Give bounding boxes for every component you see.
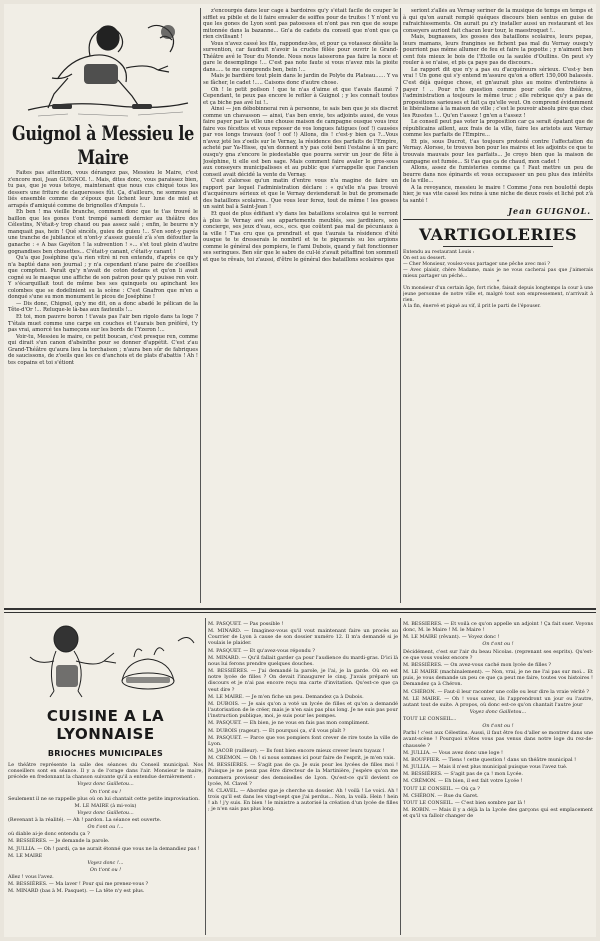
- column-2: [203, 8, 398, 603]
- paragraph: A la revoyance, messieu le maire ! Comme j'ons ren boulotté depis hier, je vas vite cassé les reins à une niche de deux rosés et liché pot z'à ta santé !: [403, 184, 593, 204]
- paragraph: Vous n'avez cassé les fils, rappondez-les, et pour ça votassez désiâte la survention, car faudrait n'avoir la cruche fêlée pour ouvrir le Grand-Théâtre avé le Tour du Monde. Nous nous laisserons pas faire la noce et gare le desemplinge !... C'est pas note faute si vous n'avez mis la pioite dans..... te me comprends ben, bein !...: [203, 40, 398, 73]
- paragraph: Allons, assez de fumisteries comme ça ! Faut mettre un peu de beurre dans nos épinards et vous occupasser un peu plus des intérêts de la ville...: [403, 165, 593, 185]
- dialogue-line: M. CLAVEL. — Abordez que je cherche un dossier. Ah ! voilà ! Le voici. Ah ! trois qu'il est dans les vingt-sept que j'ai perdus... Non, la voilà. Hein ! hein ! ah ! j'y suis. En bien ! le ministre a autorisé la création d'un lycée de filles ; je n'en sais pas plus long.: [208, 787, 398, 813]
- dialogue-line: M. CHÉRON. — Rue du Garet.: [403, 792, 479, 799]
- dialogue-line: M. JULLIA. — Vous avez donc une loge !: [403, 749, 503, 756]
- dialogue-line: M. MINARD. — Qu'il fallait garder ça pour l'audience du mardi-gras. D'ici là nous lui ferons prendre quelques douches.: [208, 654, 398, 667]
- song-line: On t'ont ou !: [89, 788, 122, 795]
- song-line: Voyez donc Gailletou...: [469, 708, 527, 715]
- dialogue-line: M. CRÉMON. — Eh bien, il est fait votre Lycée !: [403, 778, 523, 785]
- paragraph: Et toi, mon pauvre boron ! t'avais pas l'air ben rigolo dans ta loge ? T'étais muet comme une carpe en couches et t'aurais ben préféré, t'y pas vrai, amorcé tes hameçons sur les bords de l'Yzeron !...: [8, 314, 198, 334]
- paragraph: C'est z'alorsse qu'un matin d'entre vous n'a magine de faire un rapport par lequel l'administration déclare : « qu'elle n'a pas trouvé d'acquéreurs sérieux et que le Vernay devienderait le but de promenade des bataillons scolaires.. Que vous leur ferez, tout de même ! les gosses un saint bal à Saint-Jean !: [203, 178, 398, 211]
- anecdote-line: Un monsieur d'un certain âge, fort riche, faisait depuis longtemps la cour à une jeune personne de notre ville et, malgré tout son empressement, n'arrivait à rien.: [403, 285, 593, 303]
- divider: [403, 219, 593, 220]
- paragraph: — Dis donc, Chignol, qu'y me dit, on a donc abadé le pélican de la Tête-d'Or !... Reluque-le là-bas aux fauteuils !...: [8, 300, 198, 314]
- column-5: [208, 621, 398, 935]
- anecdote-line: On est au dessert.: [403, 256, 447, 262]
- divider: [443, 246, 553, 247]
- section-title: VARTIGOLERIES: [418, 225, 578, 245]
- paragraph: Faites pas attention, vous dérangez pas, Messieu le Maire, c'est z'encore moi, Jean GUIGNOL !.. Mais, dites donc, vous paraissez bien, tu pas, que je vous tetoye, maintenant que nous cus chiqué tous les dessers une friture de claqueresses fût. Ça, d'ailleurs, ne sommes pas liés ensemble comme de z'époux que lichent leur lune de miel et arrapés d'amiquié comme de brignolles d'Ampuis !..: [8, 170, 198, 209]
- speaker: TOUT LE CONSEIL...: [403, 716, 457, 723]
- anecdote-line: — Cher Monsieur, voulez-vous partager une pêche avec moi ?: [403, 262, 550, 268]
- section-divider: [4, 608, 596, 610]
- dialogue-line: M. JACOB (railleur). — Ils font bien encore mieux crever leurs tuyaux !: [208, 747, 385, 754]
- paragraph: Le conseil peut pas voter la proposition car ça serait épatant que de républicains aillent, aux frais de la ville, faire les aristots aux Vernay comme les parfaits de l'Empire...: [403, 119, 593, 139]
- song-line: Voyez donc !...: [87, 859, 124, 866]
- dialogue-line: où diable ai-je donc entendu ça ?: [8, 831, 90, 838]
- paragraph: Mais je bardière tout plein dans le jardin de Polyte du Plateau...... Y va se fâcher, le cadet !..... Caisons donc d'autre chose.: [203, 73, 398, 87]
- paragraph: Mais, bugnasses, les gosses des bataillons scolaires, leurs pepas, leurs mamans, leurs frangines se fichent pas mal du Vernay ousqu'y pourriont pas même allumer de feu et faire la popotte ; y n'aiment ben cent fois mieux le bois de l'Etoile ou la saulée d'Oullins. On peut s'y rouler à se n'aise, et pis ça paye pas de discours..: [403, 34, 593, 67]
- dialogue-line: M. JULLIA. — Mais il n'est plus municipal puisque vous l'avez tué.: [403, 764, 568, 771]
- paragraph: Eh ben ! ma vieille branche, comment donc que te t'as trouvé le baillon que les gones t'ont trempé samedi dernier au théâtre des Célestins, N'était-y trop chaud ou pas assez salé ; enfin, le beurre n'y manquait pas, hein ! Qué sincèls, guieu de guieu !... S'en sont-y payés une tranche de jubilance et n'ont-y z'assez gueulé z'à s'en défoutter la ganache : « A bas Gayéton ! la subvention ! »... s'et tout plein d'autre gognandises ben chouettes... C'était-y canant, c'était-y canant !: [8, 209, 198, 255]
- dialogue-line: M. BESSIÈRES. — Ma laver ! Pour qui me prenez-vous ?: [8, 881, 149, 888]
- dialogue-line: M. LE MAIRE (machinalement). — Non, vrai, je ne me l'ai pas sur moi... Et puis, je vous demande un peu ce que ça peut me faire, toutes vos histoires ! Demandez ça à Chéron.: [403, 669, 593, 688]
- dialogue-line: (Revenant à la réalité). — Ah ! pardon. La séance est ouverte.: [8, 817, 162, 824]
- dialogue-line: M. PASQUET. — Parce que vos pompiers font crever de rire toute la ville de Lyon.: [208, 734, 398, 747]
- dialogue-line: M. JULLIA. — Oh ! pardi, ça ne aurait étonné que vous ne la demandiez pas !: [8, 845, 200, 852]
- paragraph: seriont z'allés au Vernay seriner de la musique de temps en temps et à qui qu'on aurait remplé quéques discours bien sentus en guise de rafraichissements. On aurait pu z'y installer aussi un restaurant et les conseyers auriont fait chacun leur tour, le maestroquet !..: [403, 8, 593, 34]
- dialogue-line: Allez ! vous l'avez.: [8, 874, 54, 881]
- dialogue-line: M. BESSIÈRES. — S'agit pas de ça ! mon Lycée.: [403, 771, 523, 778]
- column-6: [403, 621, 593, 935]
- column-divider: [400, 8, 401, 603]
- paragraph: z'encourgés dans leur cage à bardoires qu'y s'était facile de couper le sifflet su pibile et de li faire envaler de soiffes pour de truites ! Y n'ont vu que les gones de Lyon sont pas patoesses et n'ont pas ren que de soupe mitonnée dans la bazanne... Gn'a de cadets du conseil que n'ont que ça rien civilisant !: [203, 8, 398, 41]
- dialogue-line: M. DUBOIS (rageur). — Et pourquoi ça, s'il vous plaît ?: [208, 727, 346, 734]
- column-1: [8, 8, 198, 603]
- song-line: On t'ont ou !: [89, 867, 122, 874]
- dialogue-line: M. BESSIÈRES. — S'agit pas de ça. Je suis pour les lycées de filles moi ! Puisque je ne peux pas être directeur de la Martinière, j'espère qu'on me nommera proviseur des demoiselles de Lyon. Qu'est-ce qu'il devient ce lycée, M. Clavel ?: [208, 762, 398, 787]
- anecdote-line: — Avec plaisir, chère Madame, mais je ne vous cacherai pas que j'aimerais mieux partager un péché...: [403, 268, 593, 280]
- anecdote-line: Entendu au restaurant Louis :: [403, 250, 475, 256]
- dialogue-line: M. CHÉRON. — Faut-il leur raconter une colle ou leur dire la vraie vérité ?: [403, 688, 589, 695]
- dialogue-line: TOUT LE CONSEIL. — C'est bien sombre par là !: [403, 799, 526, 806]
- article-title: Guignol à Messieu le Maire: [11, 121, 195, 169]
- dialogue-line: Décidément, c'est sur l'air du beau Nicolas. (reprenant ses esprits). Qu'est-ce que vous voulez encore ?: [403, 648, 593, 661]
- dialogue-line: M. ROBIN. — Mais il y a déjà la la Lycée des garçons qui est emplacement et qu'il va falloir changer de: [403, 807, 593, 820]
- dialogue-line: M. BESSIÈRES. — J'ai demandé la parole, je l'ai, je la garde. Où en est notre lycée de filles ? On devait l'inaugurer le cinq. J'avais préparé un discours et je n'ai pas encore reçu ma carte d'invitation. Qu'est-ce que ça veut dire ?: [208, 668, 398, 693]
- dialogue-line: M. PASQUET. — Et qu'avez-vous répondu ?: [208, 647, 315, 654]
- stage-direction: Seulement il ne se rappelle plus où on lui chantait cette petite improvisation.: [8, 795, 200, 802]
- paragraph: Qu'a que Joséphine qu'a rien vitré ni ren entendu, d'après ce qu'y n'a baptié dans son journal ; y n'a cependant n'ane paire de z'oeillies que comptent. Paraît qu'y n'avait de coton dedans et qu'on li avait cogné su le masque une affiche de son patron pour qu'y puisse ren voir. Y s'écarquillait tout de même bes ses quinquets ou apinchant les colombes que se dodelinient su la scène : C'est Gnafron que m'en a donqué s'une su mon monument le picou de Joséphine !: [8, 255, 198, 301]
- dialogue-line: M. LE MAIRE (rêvant). — Voyez donc !: [403, 634, 500, 641]
- article-title: CUISINE A LA LYONNAISE: [46, 707, 165, 743]
- dialogue-line: M. LE MAIRE. — Oh ! vous savez, ils l'apprendront un jour ou l'autre, autant tout de suite. A propos, où donc est-ce qu'on chantait l'autre jour: [403, 695, 593, 708]
- dialogue-line: M. DUBOIS. — Je sais qu'on a voté un lycée de filles et qu'on a demandé l'autorisation de le créer, mais je n'en sais pas plus long. Je ne suis pas pour l'instruction publique, moi, je suis pour les pompes.: [208, 700, 398, 720]
- dialogue-line: M. LE MAIRE. — Je m'en fiche un peu. Demandez ça à Dubois.: [208, 693, 364, 700]
- cooking-illustration: [8, 621, 203, 699]
- anecdote-separator: *: [496, 279, 500, 285]
- dialogue-line: M. MINARD. — Imaginez-vous qu'il vout maintenant faire un procès au Courrier de Lyon à cause de son dossier numéro 12. Il m'a demandé si je voulais le plaider.: [208, 628, 398, 647]
- paragraph: Et pis, sous Ducrot, t'as toujours protesté contre l'affectation du Vernay. Alorsse, te trouves bon pour les maires et les adjoints ce que te trouvais mauvais pour les parfaits... Je croyo bien que la maison de campagne est fumée... Si t'as que ça de chaud, mon cadet !: [403, 138, 593, 165]
- column-3: [403, 8, 593, 603]
- paragraph: Et quoi de plus édifiant s'y dans les bataillons scolaires qui le verront à plus le Vernay avé ses appartements meublés, ses jardiniers, son concierge, ses jeux d'eau, ecs., ecs. que coûtent pas mal de pécuniaux à la ville ! T'as cru que ça prendrait et que t'aurais ta résidence d'été ousque te te dresserais le nombril et te te piquerais su les arpions comme le général des pompiers, le f'ami Dubois, quand y fait fonctionner ses seringues. Ben sûr que le sabre de cul-lé z'avait pétaffiné ton sommeil et que te rêvais, toi z'aussi, d'être le général des bataillons scolaires que: [203, 210, 398, 263]
- song-line: On t'ont ou !: [482, 723, 514, 730]
- song-line: On t'ont ou !: [482, 641, 514, 648]
- dialogue-line: M. CRÉMON. — Oh ! si nous sommes ici pour faire de l'esprit, je m'en vais.: [208, 755, 395, 762]
- column-divider: [200, 8, 201, 603]
- dialogue-line: M. BESSIÈRES. — Je demande la parole.: [8, 838, 110, 845]
- article-subtitle: BRIOCHES MUNICIPALES: [47, 749, 164, 758]
- dialogue-line: M. PASQUET. — Pas possible !: [208, 621, 284, 627]
- speaker: M. LE MAIRE: [8, 852, 43, 859]
- paragraph: Oh ! le petit poilson ! que te n'as d'aime et que t'avais flaumé ? Cependant, te peux pas encore le refiler à Guignol ; y les connaît toutes et ça biche pas avé lui !..: [203, 86, 398, 106]
- paragraph: Voir-tu, Messieu le maire, ce petit boucan, c'est presque ren, comme qui dirait s'un canon d'absinthe pour se donner d'appétit. C'est z'au Grand-Théâtre qu'aura lieu la torchaison ; n'aura ben sûr de fabriques de saucissons, de z'oeils que les ce d'anchois et de plats d'abattis ! Ah ! tes copains et toi s'étiont: [8, 333, 198, 366]
- song-line: On t'ont ou !...: [87, 824, 124, 831]
- column-divider: [400, 618, 401, 935]
- dialogue-line: M. PASQUET. — Eh bien, je ne vous en fais pas mon compliment.: [208, 720, 370, 727]
- anecdote-line: A la fin, énervé et piqué au vif, il prit le parti de l'épouser.: [403, 303, 541, 309]
- dialogue-line: M. MINARD (bas à M. Pasquet). — La tête n'y est plus.: [8, 888, 145, 895]
- song-line: Voyez donc Gailletou...: [77, 809, 134, 816]
- dialogue-line: M. BESSIÈRES. — On avez-vous caché mon lycée de filles ?: [403, 661, 552, 668]
- section-divider: [4, 612, 596, 613]
- signature: Jean GUIGNOL.: [508, 206, 591, 217]
- dialogue-line: M. BESSIÈRES. — Et voilà ce qu'on appelle un adjoint ! Ça fait suer. Voyons donc, M. le Maire ! M. le Maire !: [403, 621, 593, 634]
- speaker: M. LE MAIRE (à mi-voix): [74, 802, 137, 809]
- dialogue-line: TOUT LE CONSEIL. — Où ça ?: [403, 785, 480, 792]
- paragraph: Le rapport dit que n'y a pas eu d'acquéreurs sérieux. C'est-y ben vrai ! Un gone qui s'y entend m'assure qu'on a offert 150,000 balassés. C'est déjà quéque chose, et gn'aurait plus au moins d'entretiens à payer ! .. Pour n'te question comme pour celle des théâtres, l'administration a toujours le même truc ; elle rebrique qu'y a pas de propositions sarieuses et fait ça qu'elle veut. On comprend évidemment le libéralisme à la maison de ville ; c'est le pouvoir absolu pire que chez les Russtes !... Qu'en t'assez ! gn'en a t'assez !: [403, 66, 593, 119]
- newspaper-page: [4, 4, 596, 937]
- column-4: [8, 621, 203, 935]
- song-line: Voyez donc Gailletou...: [77, 781, 134, 788]
- paragraph: Ainsi — jen débobinnerai ren à personne, te sais ben que je sis discret comme un chavasson — ainsi, t'as ben envie, tes adjoints aussi, de vous faire payer par la ville une chouse maison de campagne ousque vous irez faire vos fécettes et vous reposer de vos longues fatigues (oof !) causées par vos longs travaux (oof ! oof !) Allons, dis ! c'est-y bien ça ?...Vous n'avez jeté les z'oeils sur le Vernay, la résidence des parfaits de l'Empire, acheté par Ya-Hisse, qu'en donnent n'y pas coté beni l'estalne à un parc ousqu'y gna z'encore le piedestable que pourra servir un jour de fête à Joséphine, ti elle est ben sage. Mais comment faire avaler le gros-sous aux conseyers municipalisses et au public que s'arrappelle que l'ancien conseil avait décidé la vente du Vernay.: [203, 106, 398, 178]
- stage-direction: Le théâtre représente la salle des séances du Conseil municipal. Nos conseillers sont en séance. Il y a de l'orage dans l'air. Monsieur le maire, précède en fredonnant la chanson suivante qu'il a entendue dernièrement :: [8, 762, 203, 781]
- guignol-illustration: [8, 8, 198, 120]
- dialogue-line: Parbi ! c'est aux Célestins. Aussi, il faut être fou d'aller se montrer dans une avant-scène ! Pourquoi n'êtes vous pas venus dans notre loge du rez-de-chaussée ?: [403, 730, 593, 749]
- column-divider: [205, 618, 206, 935]
- dialogue-line: M. BOUFFIER. — Tiens ! cette question ! dans un théâtre municipal !: [403, 756, 577, 763]
